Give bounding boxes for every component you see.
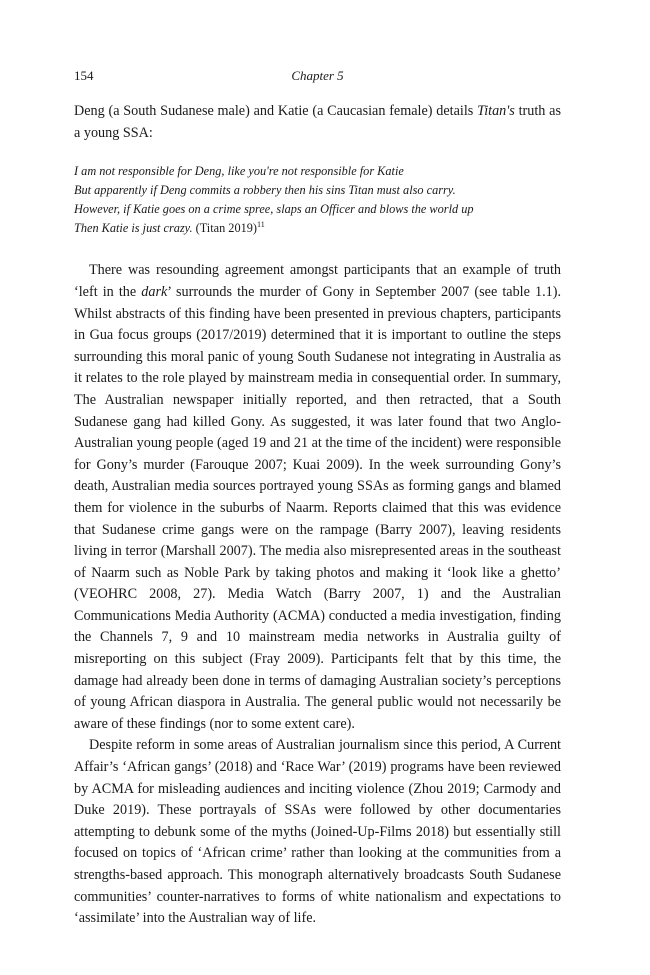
verse-line-3: However, if Katie goes on a crime spree, slaps an Officer and blows the world up [74,201,474,216]
paragraph-1-part-2: ’ surrounds the murder of Gony in September 2007 (see table 1.1). Whilst abstracts of this finding have been presented in previous chapters, participants in Gua focus groups (2017/2019) determined that it is important to outline the steps surrounding this moral panic of young South Sudanese not integrating in Australia as it relates to the role played by mainstream media in consequential order. In summary, The Australian newspaper initially reported, and then retracted, that a South Sudanese gang had killed Gony. As suggested, it was later found that two Anglo-Australian young people (aged 19 and 21 at the time of the incident) were responsible for Gony’s murder (Farouque 2007; Kuai 2009). In the week surrounding Gony’s death, Australian media sources portrayed young SSAs as forming gangs and blamed them for violence in the suburbs of Naarm. Reports claimed that this was evidence that Sudanese crime gangs were on the rampage (Barry 2007), leaving residents living in terror (Marshall 2007). The media also misrepresented areas in the southeast of Naarm such as Noble Park by taking photos and making it ‘look like a ghetto’ (VEOHRC 2008, 27). Media Watch (Barry 2007, 1) and the Australian Communications Media Authority (ACMA) conducted a media investigation, finding the Channels 7, 9 and 10 mainstream media networks in Australia guilty of misreporting on this subject (Fray 2009). Participants felt that by this time, the damage had already been done in terms of damaging Australian society’s perceptions of young African diaspora in Australia. The general public would not necessarily be aware of these findings (nor to some extent care). [74,283,562,732]
body-paragraph-2 [74,735,561,929]
paragraph-1-emphasis: dark [141,283,168,300]
verse-line-1: I am not responsible for Deng, like you're not responsible for Katie [74,164,404,179]
page-number: 154 [74,68,94,83]
quoted-verse [74,162,561,237]
verse-line-4: Then Katie is just crazy. [74,220,193,235]
intro-text-after: truth as a young SSA: [74,103,561,141]
verse-citation: (Titan 2019) [192,220,257,235]
running-head: Chapter 5 [291,68,344,83]
body-paragraph-1 [74,260,561,735]
intro-text-before: Deng (a South Sudanese male) and Katie (a Caucasian female) details [74,103,478,119]
intro-title-italic: Titan's [477,103,515,119]
paragraph-1-part-1: There was resounding agreement amongst participants that an example of truth ‘left in the [74,262,561,300]
paragraph-2-text: Despite reform in some areas of Australian journalism since this period, A Current Affair’s ‘African gangs’ (2018) and ‘Race War’ (2019) programs have been reviewed by ACMA for misleading audiences and inciting violence (Zhou 2019; Carmody and Duke 2019). These portrayals of SSAs were followed by other documentaries attempting to debunk some of the myths (Joined-Up-Films 2018) but essentially still focused on topics of ‘African crime’ rather than looking at the communities from a strengths-based approach. This monograph alternatively broadcasts South Sudanese communities’ counter-narratives to forms of white nationalism and expectations to ‘assimilate’ into the Australian way of life. [74,737,561,927]
page-header [74,66,561,86]
verse-line-2: But apparently if Deng commits a robbery then his sins Titan must also carry. [74,182,456,197]
verse-line-4-wrapper [74,219,561,238]
footnote-ref: 11 [257,219,265,229]
book-page [74,66,561,944]
intro-paragraph [74,101,561,144]
